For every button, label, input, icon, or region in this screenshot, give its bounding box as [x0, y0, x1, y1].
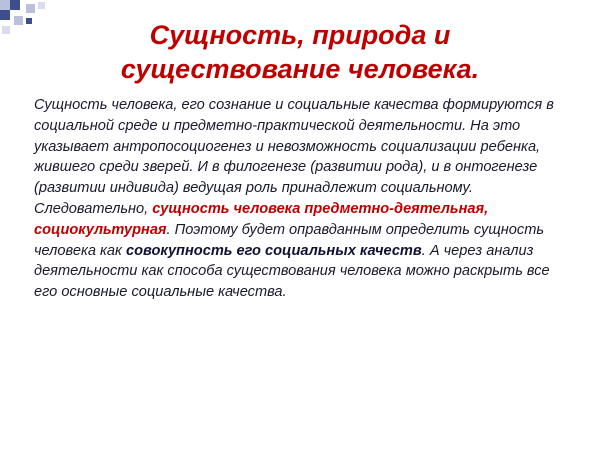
- deco-square: [0, 10, 10, 20]
- title-line-1: Сущность, природа и: [149, 20, 451, 50]
- deco-square: [10, 0, 20, 10]
- highlight-essence: сущность человека предметно-деятельная, социокультурная: [34, 200, 489, 238]
- deco-square: [2, 26, 10, 34]
- highlight-social-qualities: совокупность его социальных качеств: [125, 242, 422, 259]
- body-text-part-2: . Поэтому будет оправданным определить сущность человека как: [34, 221, 545, 259]
- deco-square: [0, 0, 10, 10]
- slide-title: [20, 18, 580, 86]
- title-line-2: существование человека.: [120, 54, 480, 84]
- body-text-part-3: . А через анализ деятельности как способа существования человека можно раскрыть все его основные социальные качества.: [34, 242, 550, 301]
- body-paragraph: [34, 95, 564, 303]
- body-text-part-1: Сущность человека, его сознание и социальные качества формируются в социальной среде и предметно-практической деятельности. На это указывает антропосоциогенез и невозможность социализации ребенка, жившего среди зверей. И в филогенезе (развитии рода), и в онтогенезе (развитии индивида) ведущая роль принадлежит социальному. Следовательно,: [34, 97, 554, 217]
- deco-square: [26, 4, 35, 13]
- deco-square: [38, 2, 45, 9]
